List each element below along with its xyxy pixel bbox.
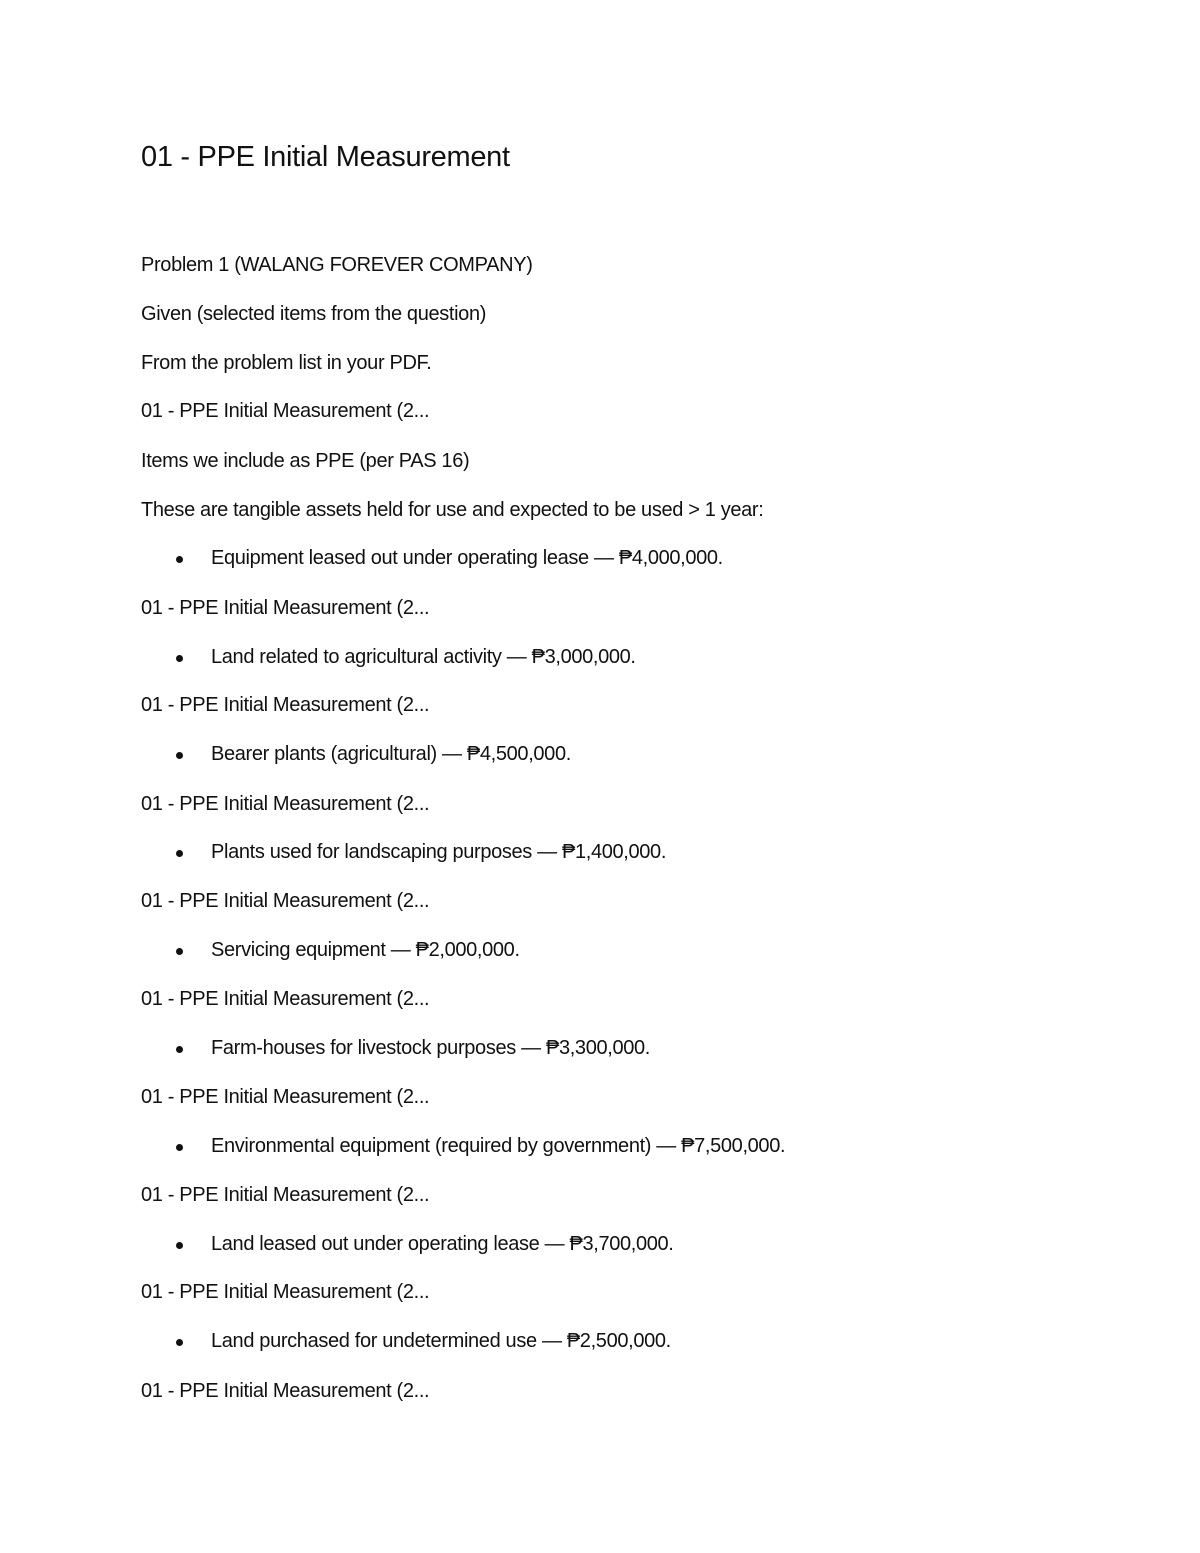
list-item: Farm-houses for livestock purposes — ₱3,300,000. <box>211 1037 650 1059</box>
bullet-icon <box>176 1144 183 1151</box>
list-item: Land leased out under operating lease — ₱3,700,000. <box>211 1233 674 1255</box>
reference-link[interactable]: 01 - PPE Initial Measurement (2... <box>141 400 430 422</box>
bullet-icon <box>176 655 183 662</box>
definition-line: These are tangible assets held for use and expected to be used > 1 year: <box>141 499 764 521</box>
bullet-icon <box>176 948 183 955</box>
reference-link[interactable]: 01 - PPE Initial Measurement (2... <box>141 1281 430 1303</box>
page-title: 01 - PPE Initial Measurement <box>141 141 510 173</box>
reference-link[interactable]: 01 - PPE Initial Measurement (2... <box>141 890 430 912</box>
given-line: Given (selected items from the question) <box>141 303 487 325</box>
bullet-icon <box>176 1046 183 1053</box>
reference-link[interactable]: 01 - PPE Initial Measurement (2... <box>141 597 430 619</box>
bullet-icon <box>176 556 183 563</box>
source-line: From the problem list in your PDF. <box>141 352 432 374</box>
list-item: Environmental equipment (required by government) — ₱7,500,000. <box>211 1135 786 1157</box>
reference-link[interactable]: 01 - PPE Initial Measurement (2... <box>141 1086 430 1108</box>
list-item: Servicing equipment — ₱2,000,000. <box>211 939 520 961</box>
reference-link[interactable]: 01 - PPE Initial Measurement (2... <box>141 988 430 1010</box>
reference-link[interactable]: 01 - PPE Initial Measurement (2... <box>141 694 430 716</box>
reference-link[interactable]: 01 - PPE Initial Measurement (2... <box>141 1380 430 1402</box>
problem-heading: Problem 1 (WALANG FOREVER COMPANY) <box>141 254 533 276</box>
list-item: Land purchased for undetermined use — ₱2,500,000. <box>211 1330 671 1352</box>
items-heading: Items we include as PPE (per PAS 16) <box>141 450 470 472</box>
bullet-icon <box>176 1242 183 1249</box>
list-item: Equipment leased out under operating lease — ₱4,000,000. <box>211 547 723 569</box>
reference-link[interactable]: 01 - PPE Initial Measurement (2... <box>141 1184 430 1206</box>
bullet-icon <box>176 1339 183 1346</box>
list-item: Bearer plants (agricultural) — ₱4,500,000. <box>211 743 571 765</box>
reference-link[interactable]: 01 - PPE Initial Measurement (2... <box>141 793 430 815</box>
list-item: Plants used for landscaping purposes — ₱1,400,000. <box>211 841 667 863</box>
bullet-icon <box>176 752 183 759</box>
bullet-icon <box>176 850 183 857</box>
list-item: Land related to agricultural activity — ₱3,000,000. <box>211 646 636 668</box>
